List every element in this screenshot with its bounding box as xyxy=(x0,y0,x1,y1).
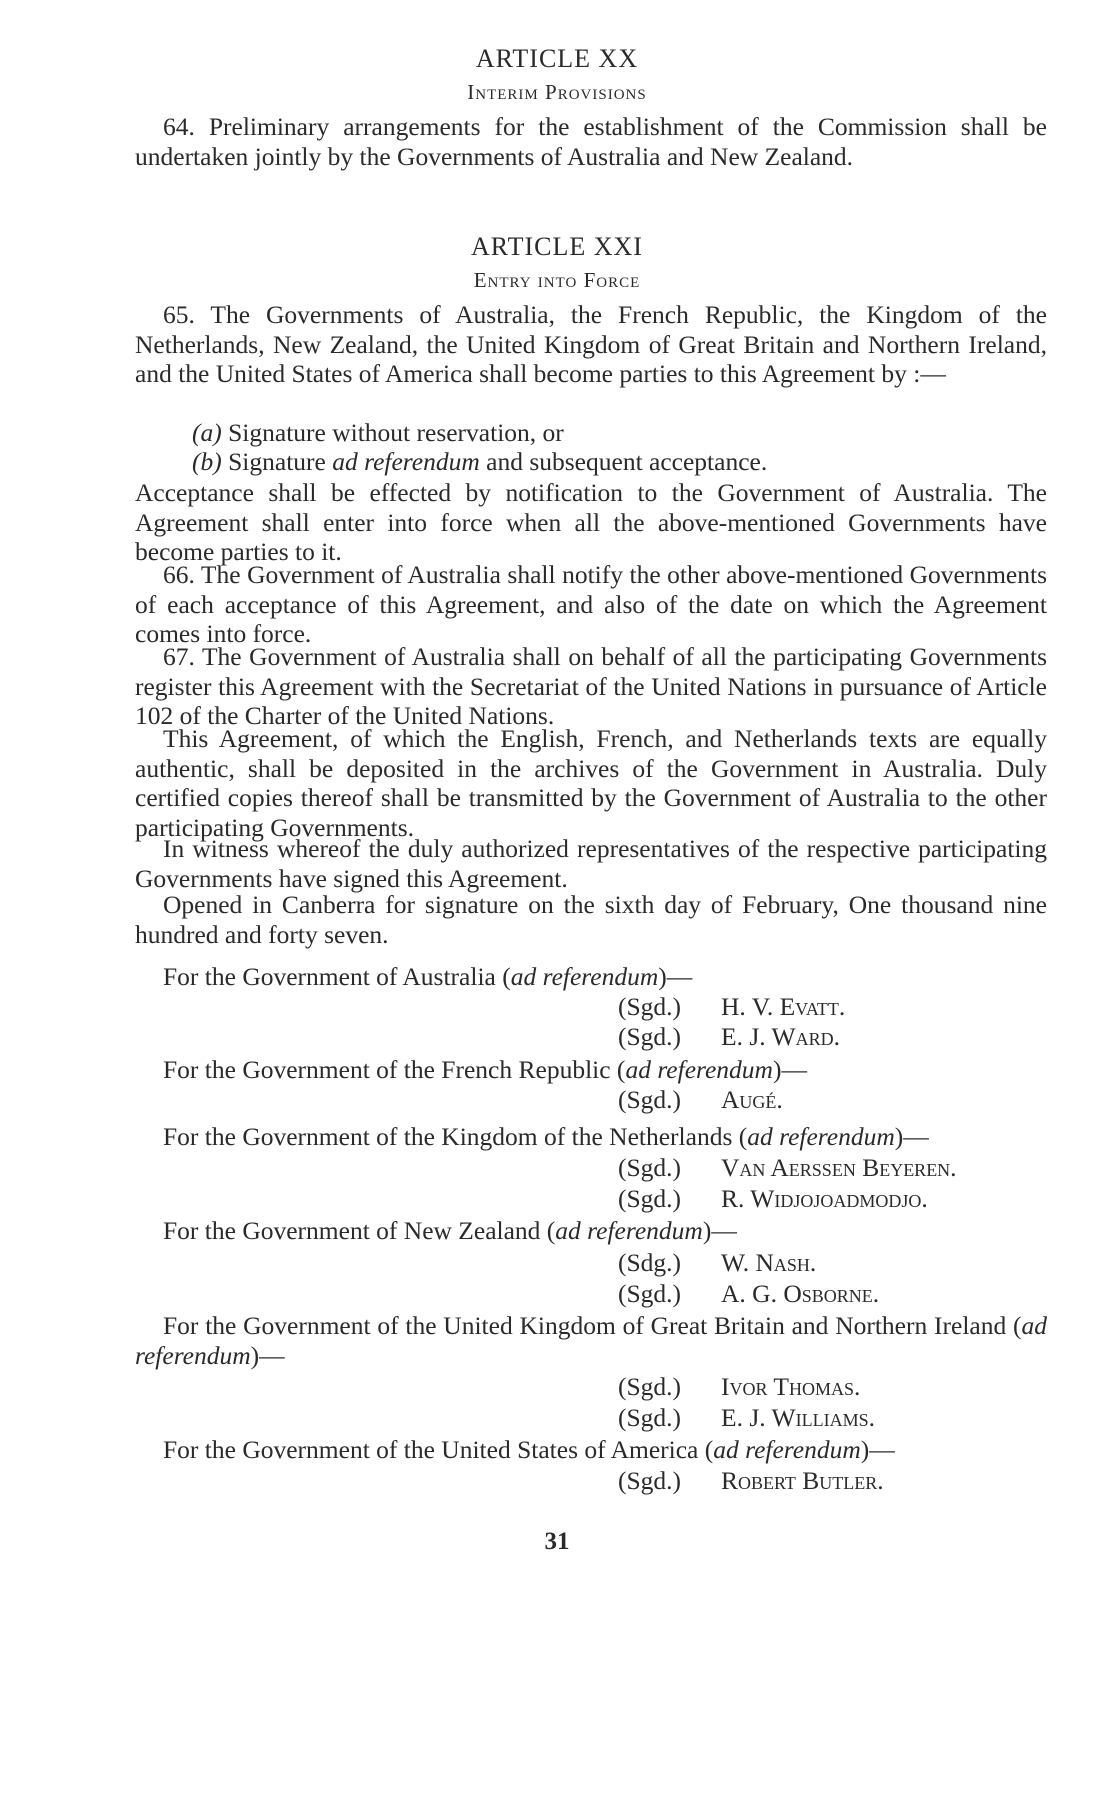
signatory-new-zealand-heading xyxy=(163,1216,1047,1246)
signatory-name: E. J. Williams. xyxy=(721,1403,875,1432)
close-paren: ) xyxy=(702,1216,712,1245)
ad-referendum: ad referendum xyxy=(747,1122,895,1151)
signatory-netherlands-heading xyxy=(163,1122,1047,1152)
signature-ward xyxy=(618,1022,840,1052)
ad-referendum: ad referendum xyxy=(713,1435,861,1464)
signature-evatt xyxy=(618,992,845,1022)
signature-widjojoadmodjo xyxy=(618,1184,928,1214)
signatory-uk-for: For the Government of the United Kingdom of Great Britain and Northern Ireland ( xyxy=(163,1311,1022,1340)
authentic-texts-paragraph: This Agreement, of which the English, French, and Netherlands texts are equally authentic, shall be deposited in the archives of the Government in Australia. Duly certified copies thereof shall be transmitted by the Government of Australia to the other participating Governments. xyxy=(135,724,1047,842)
dash: — xyxy=(781,1055,807,1084)
list-item-a xyxy=(192,418,564,448)
article-xx-heading: ARTICLE XX xyxy=(475,44,639,73)
close-paren: ) xyxy=(250,1341,260,1370)
list-item-b-mark: (b) xyxy=(192,447,222,476)
signatory-usa-heading xyxy=(135,1435,1047,1465)
close-paren: ) xyxy=(658,962,667,991)
list-item-b-post: and subsequent acceptance. xyxy=(479,447,768,476)
signed-label: (Sgd.) xyxy=(618,1403,682,1432)
signatory-france-heading xyxy=(163,1055,1047,1085)
ad-referendum: ad referendum xyxy=(135,1311,1047,1370)
signed-label: (Sgd.) xyxy=(618,1279,682,1308)
signature-van-aerssen xyxy=(618,1153,957,1183)
list-item-b-pre: Signature xyxy=(221,447,333,476)
signatory-name: H. V. Evatt. xyxy=(721,992,846,1021)
list-item-a-mark: (a) xyxy=(192,418,222,447)
signed-label: (Sgd.) xyxy=(618,1372,682,1401)
signed-label: (Sgd.) xyxy=(618,992,682,1021)
acceptance-paragraph: Acceptance shall be effected by notification to the Government of Australia. The Agreement shall enter into force when all the above-mentioned Governments have become parties to it. xyxy=(135,478,1047,566)
signatory-australia-heading xyxy=(163,962,1047,992)
close-paren: ) xyxy=(772,1055,782,1084)
dash: — xyxy=(666,962,693,991)
signatory-name: W. Nash. xyxy=(721,1248,817,1277)
dash: — xyxy=(711,1216,737,1245)
paragraph-65: 65. The Governments of Australia, the French Republic, the Kingdom of the Netherlands, New Zealand, the United Kingdom of Great Britain and Northern Ireland, and the United States of America shall become parties to this Agreement by :— xyxy=(135,300,1047,388)
dash: — xyxy=(259,1341,285,1370)
signature-thomas xyxy=(618,1372,860,1402)
signatory-france-for: For the Government of the French Republic ( xyxy=(163,1055,626,1084)
paragraph-67: 67. The Government of Australia shall on behalf of all the participating Governments register this Agreement with the Secretariat of the United Nations in pursuance of Article 102 of the Charter of the United Nations. xyxy=(135,642,1047,730)
list-item-b-italic: ad referendum xyxy=(332,447,480,476)
signature-nash xyxy=(618,1248,816,1278)
signed-label: (Sgd.) xyxy=(618,1153,682,1182)
signed-label: (Sgd.) xyxy=(618,1085,682,1114)
signatory-name: Augé. xyxy=(721,1085,783,1114)
opened-paragraph: Opened in Canberra for signature on the sixth day of February, One thousand nine hundred and forty seven. xyxy=(135,890,1047,949)
paragraph-64: 64. Preliminary arrangements for the establishment of the Commission shall be undertaken jointly by the Governments of Australia and New Zealand. xyxy=(135,112,1047,171)
article-xx-subheading: Interim Provisions xyxy=(467,80,647,104)
signatory-netherlands-for: For the Government of the Kingdom of the Netherlands ( xyxy=(163,1122,748,1151)
dash: — xyxy=(869,1435,895,1464)
signed-label: (Sgd.) xyxy=(618,1184,682,1213)
signatory-name: Van Aerssen Beyeren. xyxy=(721,1153,957,1182)
signature-auge xyxy=(618,1085,783,1115)
close-paren: ) xyxy=(894,1122,904,1151)
signature-williams xyxy=(618,1403,875,1433)
article-xxi-subheading: Entry into Force xyxy=(473,268,641,292)
ad-referendum: ad referendum xyxy=(625,1055,773,1084)
signatory-australia-for: For the Government of Australia ( xyxy=(163,962,511,991)
page-number: 31 xyxy=(544,1528,570,1555)
signature-osborne xyxy=(618,1279,879,1309)
ad-referendum: ad referendum xyxy=(555,1216,703,1245)
witness-paragraph: In witness whereof the duly authorized representatives of the respective participating Governments have signed this Agreement. xyxy=(135,834,1047,893)
signatory-new-zealand-for: For the Government of New Zealand ( xyxy=(163,1216,556,1245)
list-item-a-text: Signature without reservation, or xyxy=(221,418,564,447)
signatory-uk-heading xyxy=(135,1311,1047,1371)
signed-label: (Sdg.) xyxy=(618,1248,682,1277)
signatory-name: Robert Butler. xyxy=(721,1466,884,1495)
signatory-name: R. Widjojoadmodjo. xyxy=(721,1184,928,1213)
dash: — xyxy=(903,1122,929,1151)
signatory-usa-for: For the Government of the United States of America ( xyxy=(163,1435,714,1464)
ad-referendum: ad referendum xyxy=(510,962,659,991)
signatory-name: Ivor Thomas. xyxy=(721,1372,861,1401)
signature-butler xyxy=(618,1466,884,1496)
article-xxi-heading: ARTICLE XXI xyxy=(471,232,643,261)
signed-label: (Sgd.) xyxy=(618,1466,682,1495)
signatory-name: A. G. Osborne. xyxy=(721,1279,880,1308)
list-item-b xyxy=(192,447,767,477)
paragraph-66: 66. The Government of Australia shall notify the other above-mentioned Governments of each acceptance of this Agreement, and also of the date on which the Agreement comes into force. xyxy=(135,560,1047,648)
signed-label: (Sgd.) xyxy=(618,1022,682,1051)
signatory-name: E. J. Ward. xyxy=(721,1022,840,1051)
close-paren: ) xyxy=(860,1435,870,1464)
